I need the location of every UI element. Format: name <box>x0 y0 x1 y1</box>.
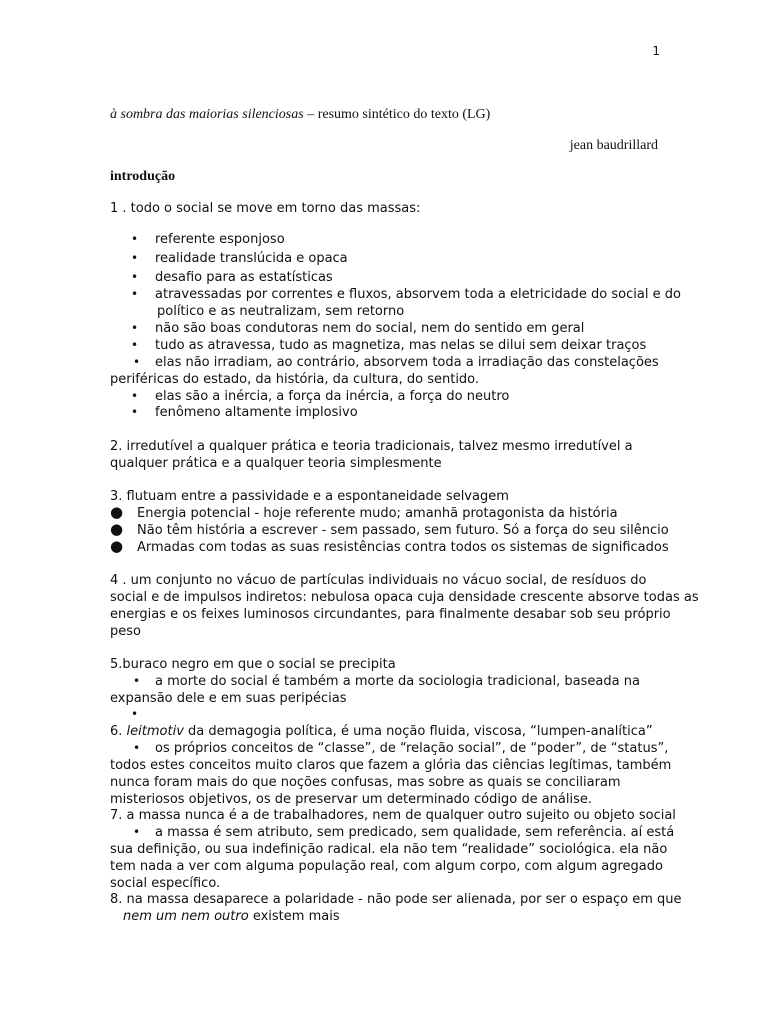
list-item: atravessadas por correntes e fluxos, absorvem toda a eletricidade do social e do <box>155 287 681 302</box>
list-item: fenômeno altamente implosivo <box>155 405 358 420</box>
list-item: realidade translúcida e opaca <box>155 251 348 266</box>
list-item-continuation: político e as neutralizam, sem retorno <box>157 304 405 319</box>
list-item-continuation: nunca foram mais do que noções confusas, mas sobre as quais se conciliaram <box>110 775 621 790</box>
title-italic: à sombra das maiorias silenciosas <box>110 107 304 122</box>
s6-italic: leitmotiv <box>126 724 184 739</box>
author: jean baudrillard <box>569 138 658 153</box>
bullet: • <box>133 741 141 755</box>
s4-line: energias e os feixes luminosos circundantes, para finalmente desabar sob seu próprio <box>110 607 671 622</box>
list-item: a morte do social é também a morte da sociologia tradicional, baseada na <box>155 674 640 689</box>
list-item-continuation: sua definição, ou sua indefinição radical. ela não tem “realidade” sociológica. ela não <box>110 842 668 857</box>
bullet: • <box>131 405 139 419</box>
bullet: • <box>131 707 139 721</box>
list-item: a massa é sem atributo, sem predicado, sem qualidade, sem referência. aí está <box>155 825 675 840</box>
s2-line: qualquer prática e a qualquer teoria simplesmente <box>110 456 442 471</box>
bullet: • <box>131 232 139 246</box>
bullet: • <box>133 674 141 688</box>
list-item-continuation: expansão dele e em suas peripécias <box>110 691 347 706</box>
list-item: Energia potencial - hoje referente mudo; amanhã protagonista da história <box>137 506 618 521</box>
bullet: ● <box>110 503 124 521</box>
s5-intro: 5.buraco negro em que o social se precipita <box>110 657 396 672</box>
bullet: • <box>131 251 139 265</box>
list-item-continuation: periféricas do estado, da história, da cultura, do sentido. <box>110 372 480 387</box>
list-item-continuation: todos estes conceitos muito claros que fazem a glória das ciências legítimas, também <box>110 758 672 773</box>
bullet: • <box>131 270 139 284</box>
list-item: Armadas com todas as suas resistências contra todos os sistemas de significados <box>137 540 669 555</box>
s4-line: social e de impulsos indiretos: nebulosa opaca cuja densidade crescente absorve todas as <box>110 590 699 605</box>
list-item: os próprios conceitos de “classe”, de “relação social”, de “poder”, de “status”, <box>155 741 669 756</box>
s7-intro: 7. a massa nunca é a de trabalhadores, nem de qualquer outro sujeito ou objeto social <box>110 808 676 823</box>
s4-line: peso <box>110 624 141 639</box>
page-number: 1 <box>652 44 660 58</box>
s3-intro: 3. flutuam entre a passividade e a espontaneidade selvagem <box>110 489 509 504</box>
list-item-continuation: misteriosos objetivos, os de preservar um determinado código de análise. <box>110 792 592 807</box>
s4-line: 4 . um conjunto no vácuo de partículas individuais no vácuo social, de resíduos do <box>110 573 647 588</box>
bullet: • <box>133 355 141 369</box>
list-item: elas não irradiam, ao contrário, absorvem toda a irradiação das constelações <box>155 355 659 370</box>
list-item-continuation: social específico. <box>110 876 221 891</box>
bullet: • <box>133 825 141 839</box>
bullet: ● <box>110 537 124 555</box>
bullet: • <box>131 287 139 301</box>
list-item: não são boas condutoras nem do social, nem do sentido em geral <box>155 321 585 336</box>
list-item: elas são a inércia, a força da inércia, a força do neutro <box>155 389 510 404</box>
list-item: tudo as atravessa, tudo as magnetiza, mas nelas se dilui sem deixar traços <box>155 338 647 353</box>
s8-intro: 8. na massa desaparece a polaridade - não pode ser alienada, por ser o espaço em que <box>110 892 682 907</box>
s1-intro: 1 . todo o social se move em torno das massas: <box>110 201 421 216</box>
bullet: • <box>131 338 139 352</box>
section-heading: introdução <box>110 169 176 184</box>
document-title <box>110 106 670 123</box>
s8-continuation: nem um nem outro existem mais <box>123 909 340 924</box>
bullet: • <box>131 389 139 403</box>
s8-italic: nem um nem outro <box>123 909 249 924</box>
list-item: desafio para as estatísticas <box>155 270 333 285</box>
list-item-continuation: tem nada a ver com alguma população real, com algum corpo, com algum agregado <box>110 859 663 874</box>
list-item: referente esponjoso <box>155 232 285 247</box>
bullet: ● <box>110 520 124 538</box>
list-item: Não têm história a escrever - sem passado, sem futuro. Só a força do seu silêncio <box>137 523 669 538</box>
title-rest: – resumo sintético do texto (LG) <box>303 107 491 122</box>
s6-intro: 6. leitmotiv da demagogia política, é uma noção fluida, viscosa, “lumpen-analítica” <box>110 724 653 739</box>
s2-line: 2. irredutível a qualquer prática e teoria tradicionais, talvez mesmo irredutível a <box>110 439 633 454</box>
bullet: • <box>131 321 139 335</box>
